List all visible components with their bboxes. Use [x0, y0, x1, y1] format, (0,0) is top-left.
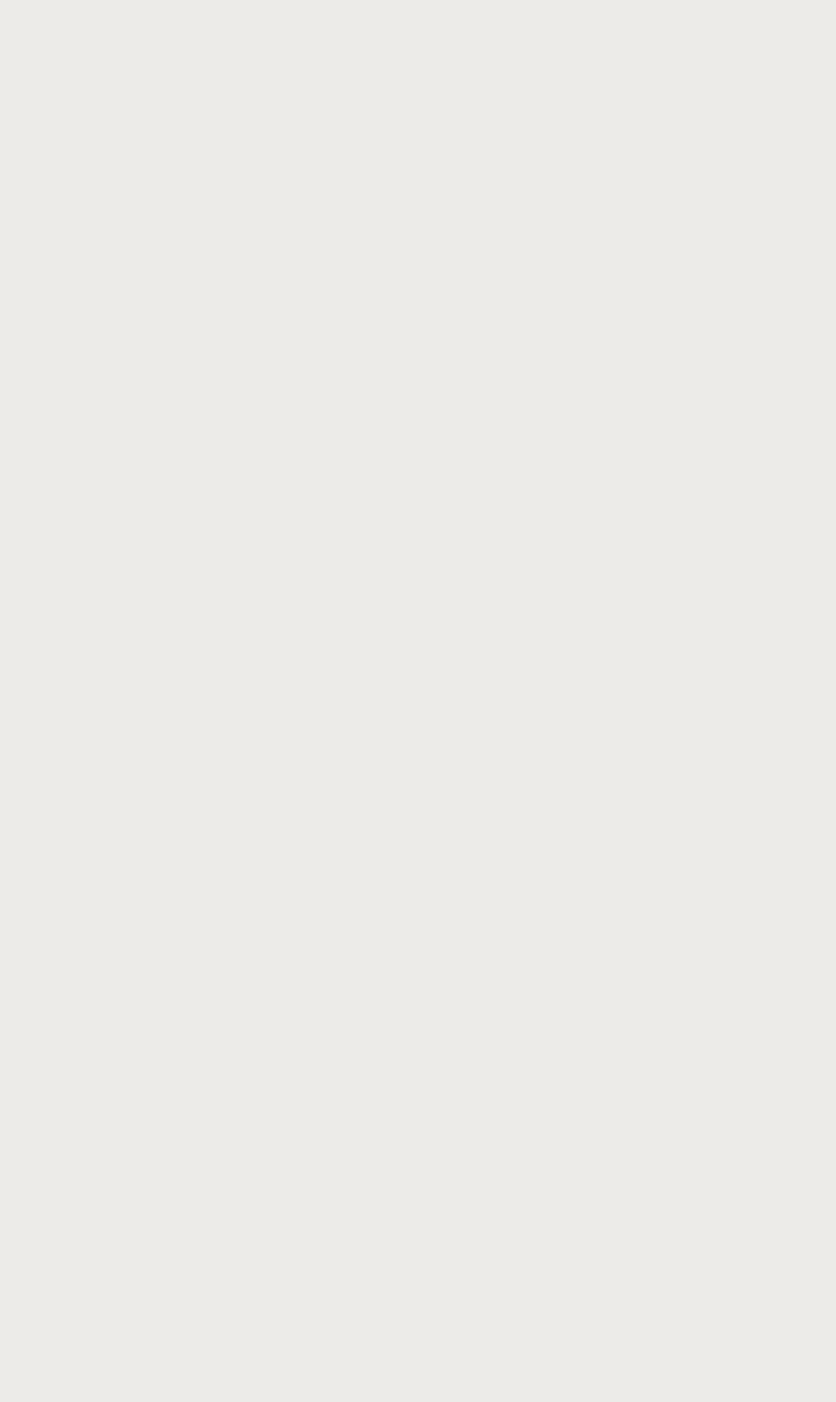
table-of-contents	[66, 88, 768, 96]
